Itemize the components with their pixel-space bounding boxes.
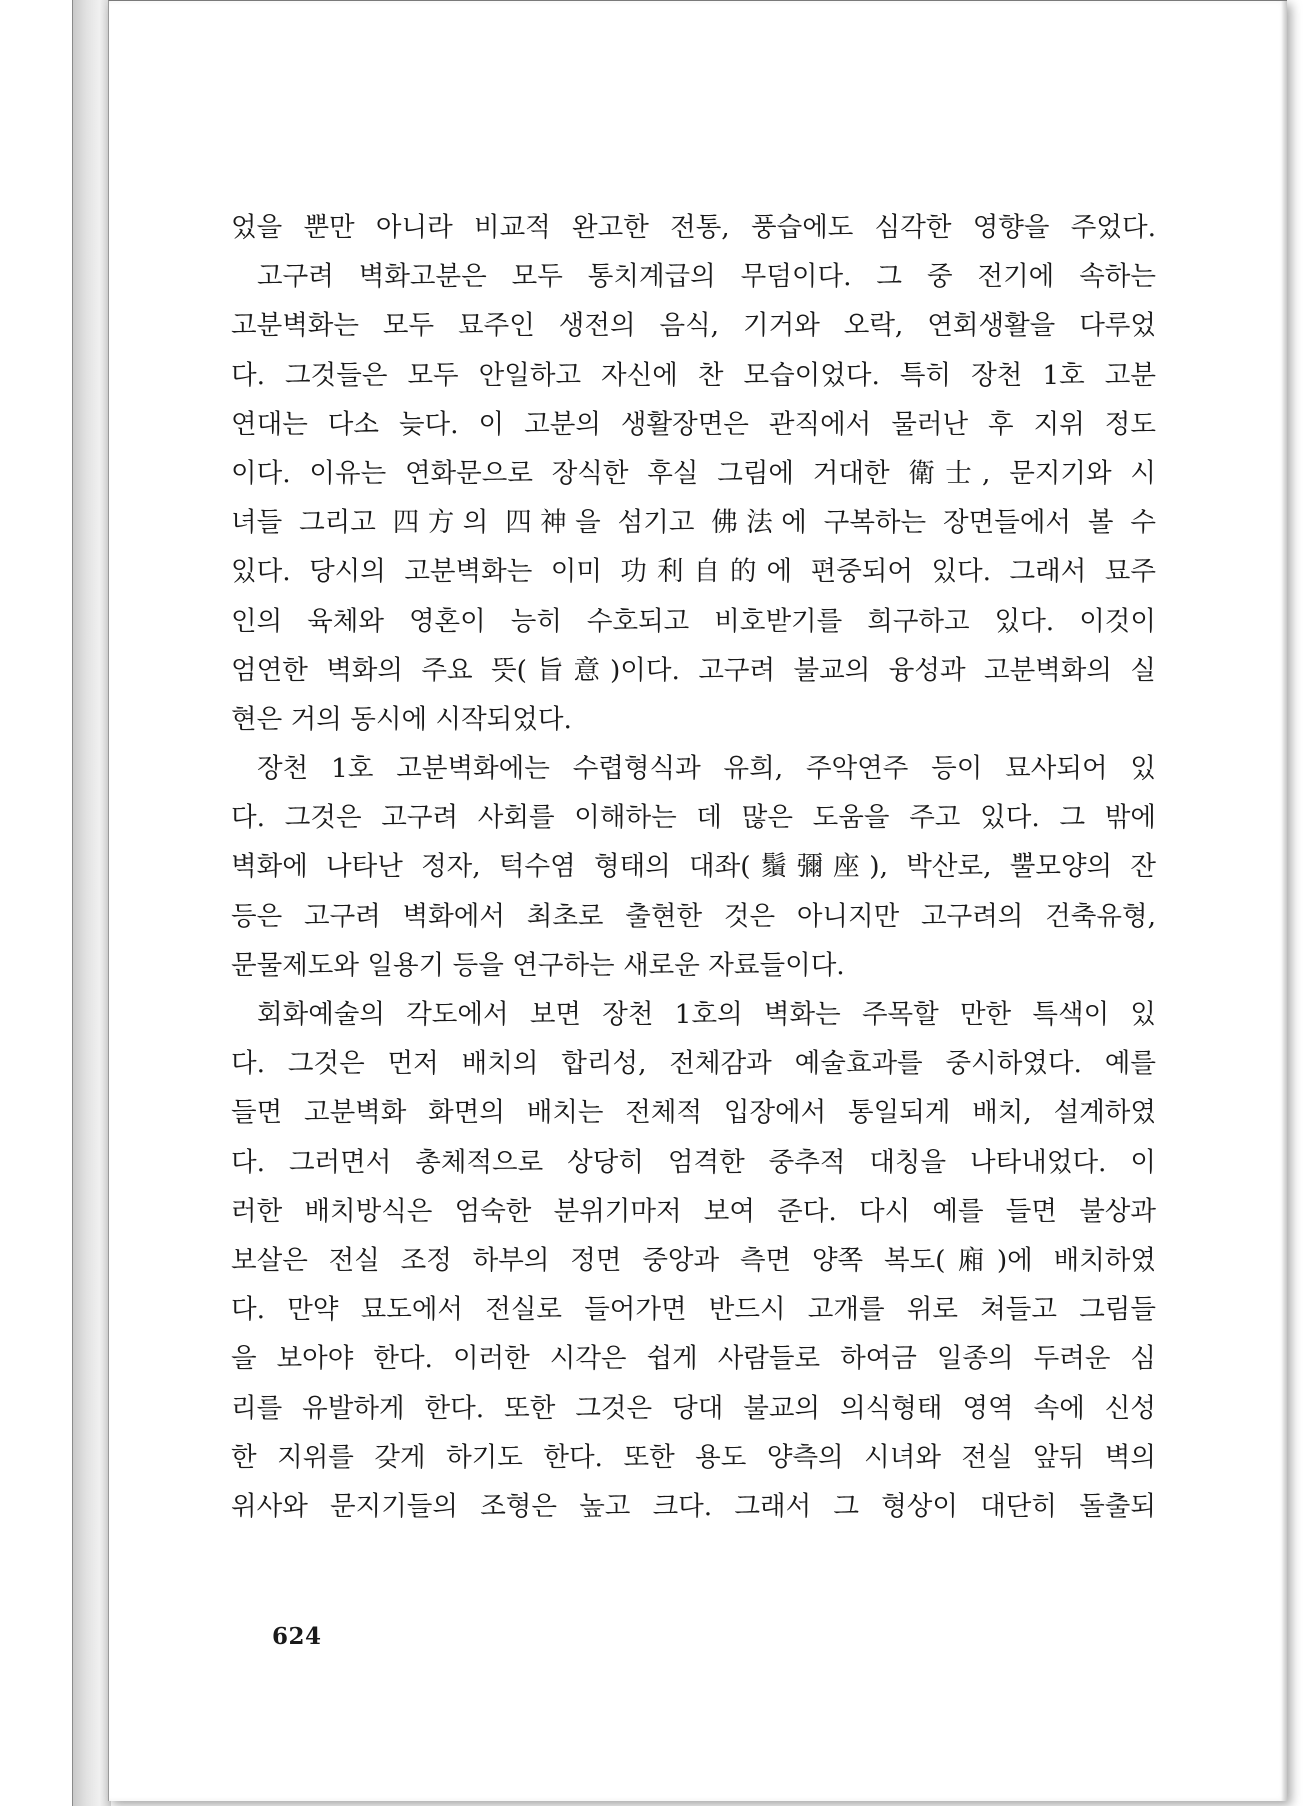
text-line: 다. 그것들은 모두 안일하고 자신에 찬 모습이었다. 특히 장천 1호 고분 — [231, 359, 1156, 391]
page-edge-shadow — [1281, 1, 1287, 1801]
book-page — [108, 0, 1287, 1801]
text-line: 다. 만약 묘도에서 전실로 들어가면 반드시 고개를 위로 쳐들고 그림들 — [231, 1294, 1156, 1326]
text-line: 있다. 당시의 고분벽화는 이미 功利自的에 편중되어 있다. 그래서 묘주 — [231, 556, 1156, 588]
text-line: 한 지위를 갖게 하기도 한다. 또한 용도 양측의 시녀와 전실 앞뒤 벽의 — [231, 1441, 1156, 1473]
text-line: 등은 고구려 벽화에서 최초로 출현한 것은 아니지만 고구려의 건축유형, — [231, 900, 1156, 932]
text-line: 엄연한 벽화의 주요 뜻(旨意)이다. 고구려 불교의 융성과 고분벽화의 실 — [231, 654, 1156, 686]
text-line: 고분벽화는 모두 묘주인 생전의 음식, 기거와 오락, 연회생활을 다루었 — [231, 310, 1156, 342]
text-line: 었을 뿐만 아니라 비교적 완고한 전통, 풍습에도 심각한 영향을 주었다. — [231, 212, 1156, 243]
text-line: 다. 그것은 고구려 사회를 이해하는 데 많은 도움을 주고 있다. 그 밖에 — [231, 802, 1156, 834]
text-line: 이다. 이유는 연화문으로 장식한 후실 그림에 거대한 衛士, 문지기와 시 — [231, 457, 1156, 489]
text-line: 들면 고분벽화 화면의 배치는 전체적 입장에서 통일되게 배치, 설계하였 — [231, 1097, 1156, 1129]
text-line: 다. 그러면서 총체적으로 상당히 엄격한 중추적 대칭을 나타내었다. 이 — [231, 1146, 1156, 1178]
text-line: 을 보아야 한다. 이러한 시각은 쉽게 사람들로 하여금 일종의 두려운 심 — [231, 1343, 1156, 1375]
text-line: 벽화에 나타난 정자, 턱수염 형태의 대좌(鬚彌座), 박산로, 뿔모양의 잔 — [231, 851, 1156, 883]
text-line: 녀들 그리고 四方의 四神을 섬기고 佛法에 구복하는 장면들에서 볼 수 — [231, 507, 1156, 539]
text-line: 문물제도와 일용기 등을 연구하는 새로운 자료들이다. — [231, 949, 845, 981]
page-number: 624 — [272, 1623, 322, 1650]
text-line: 회화예술의 각도에서 보면 장천 1호의 벽화는 주목할 만한 특색이 있 — [257, 999, 1156, 1030]
text-line: 연대는 다소 늦다. 이 고분의 생활장면은 관직에서 물러난 후 지위 정도 — [231, 408, 1156, 440]
page-body-text — [231, 203, 1156, 1531]
text-line: 인의 육체와 영혼이 능히 수호되고 비호받기를 희구하고 있다. 이것이 — [231, 605, 1156, 637]
text-line: 리를 유발하게 한다. 또한 그것은 당대 불교의 의식형태 영역 속에 신성 — [231, 1392, 1156, 1424]
text-line: 다. 그것은 먼저 배치의 합리성, 전체감과 예술효과를 중시하였다. 예를 — [231, 1048, 1156, 1080]
text-line: 보살은 전실 조정 하부의 정면 중앙과 측면 양쪽 복도(廂)에 배치하였 — [231, 1244, 1156, 1276]
text-line: 고구려 벽화고분은 모두 통치계급의 무덤이다. 그 중 전기에 속하는 — [257, 261, 1156, 293]
text-line: 위사와 문지기들의 조형은 높고 크다. 그래서 그 형상이 대단히 돌출되 — [231, 1490, 1156, 1522]
book-spine — [72, 0, 111, 1806]
text-line: 장천 1호 고분벽화에는 수렵형식과 유희, 주악연주 등이 묘사되어 있 — [257, 753, 1156, 785]
text-line: 러한 배치방식은 엄숙한 분위기마저 보여 준다. 다시 예를 들면 불상과 — [231, 1195, 1156, 1227]
text-line: 현은 거의 동시에 시작되었다. — [231, 703, 572, 735]
